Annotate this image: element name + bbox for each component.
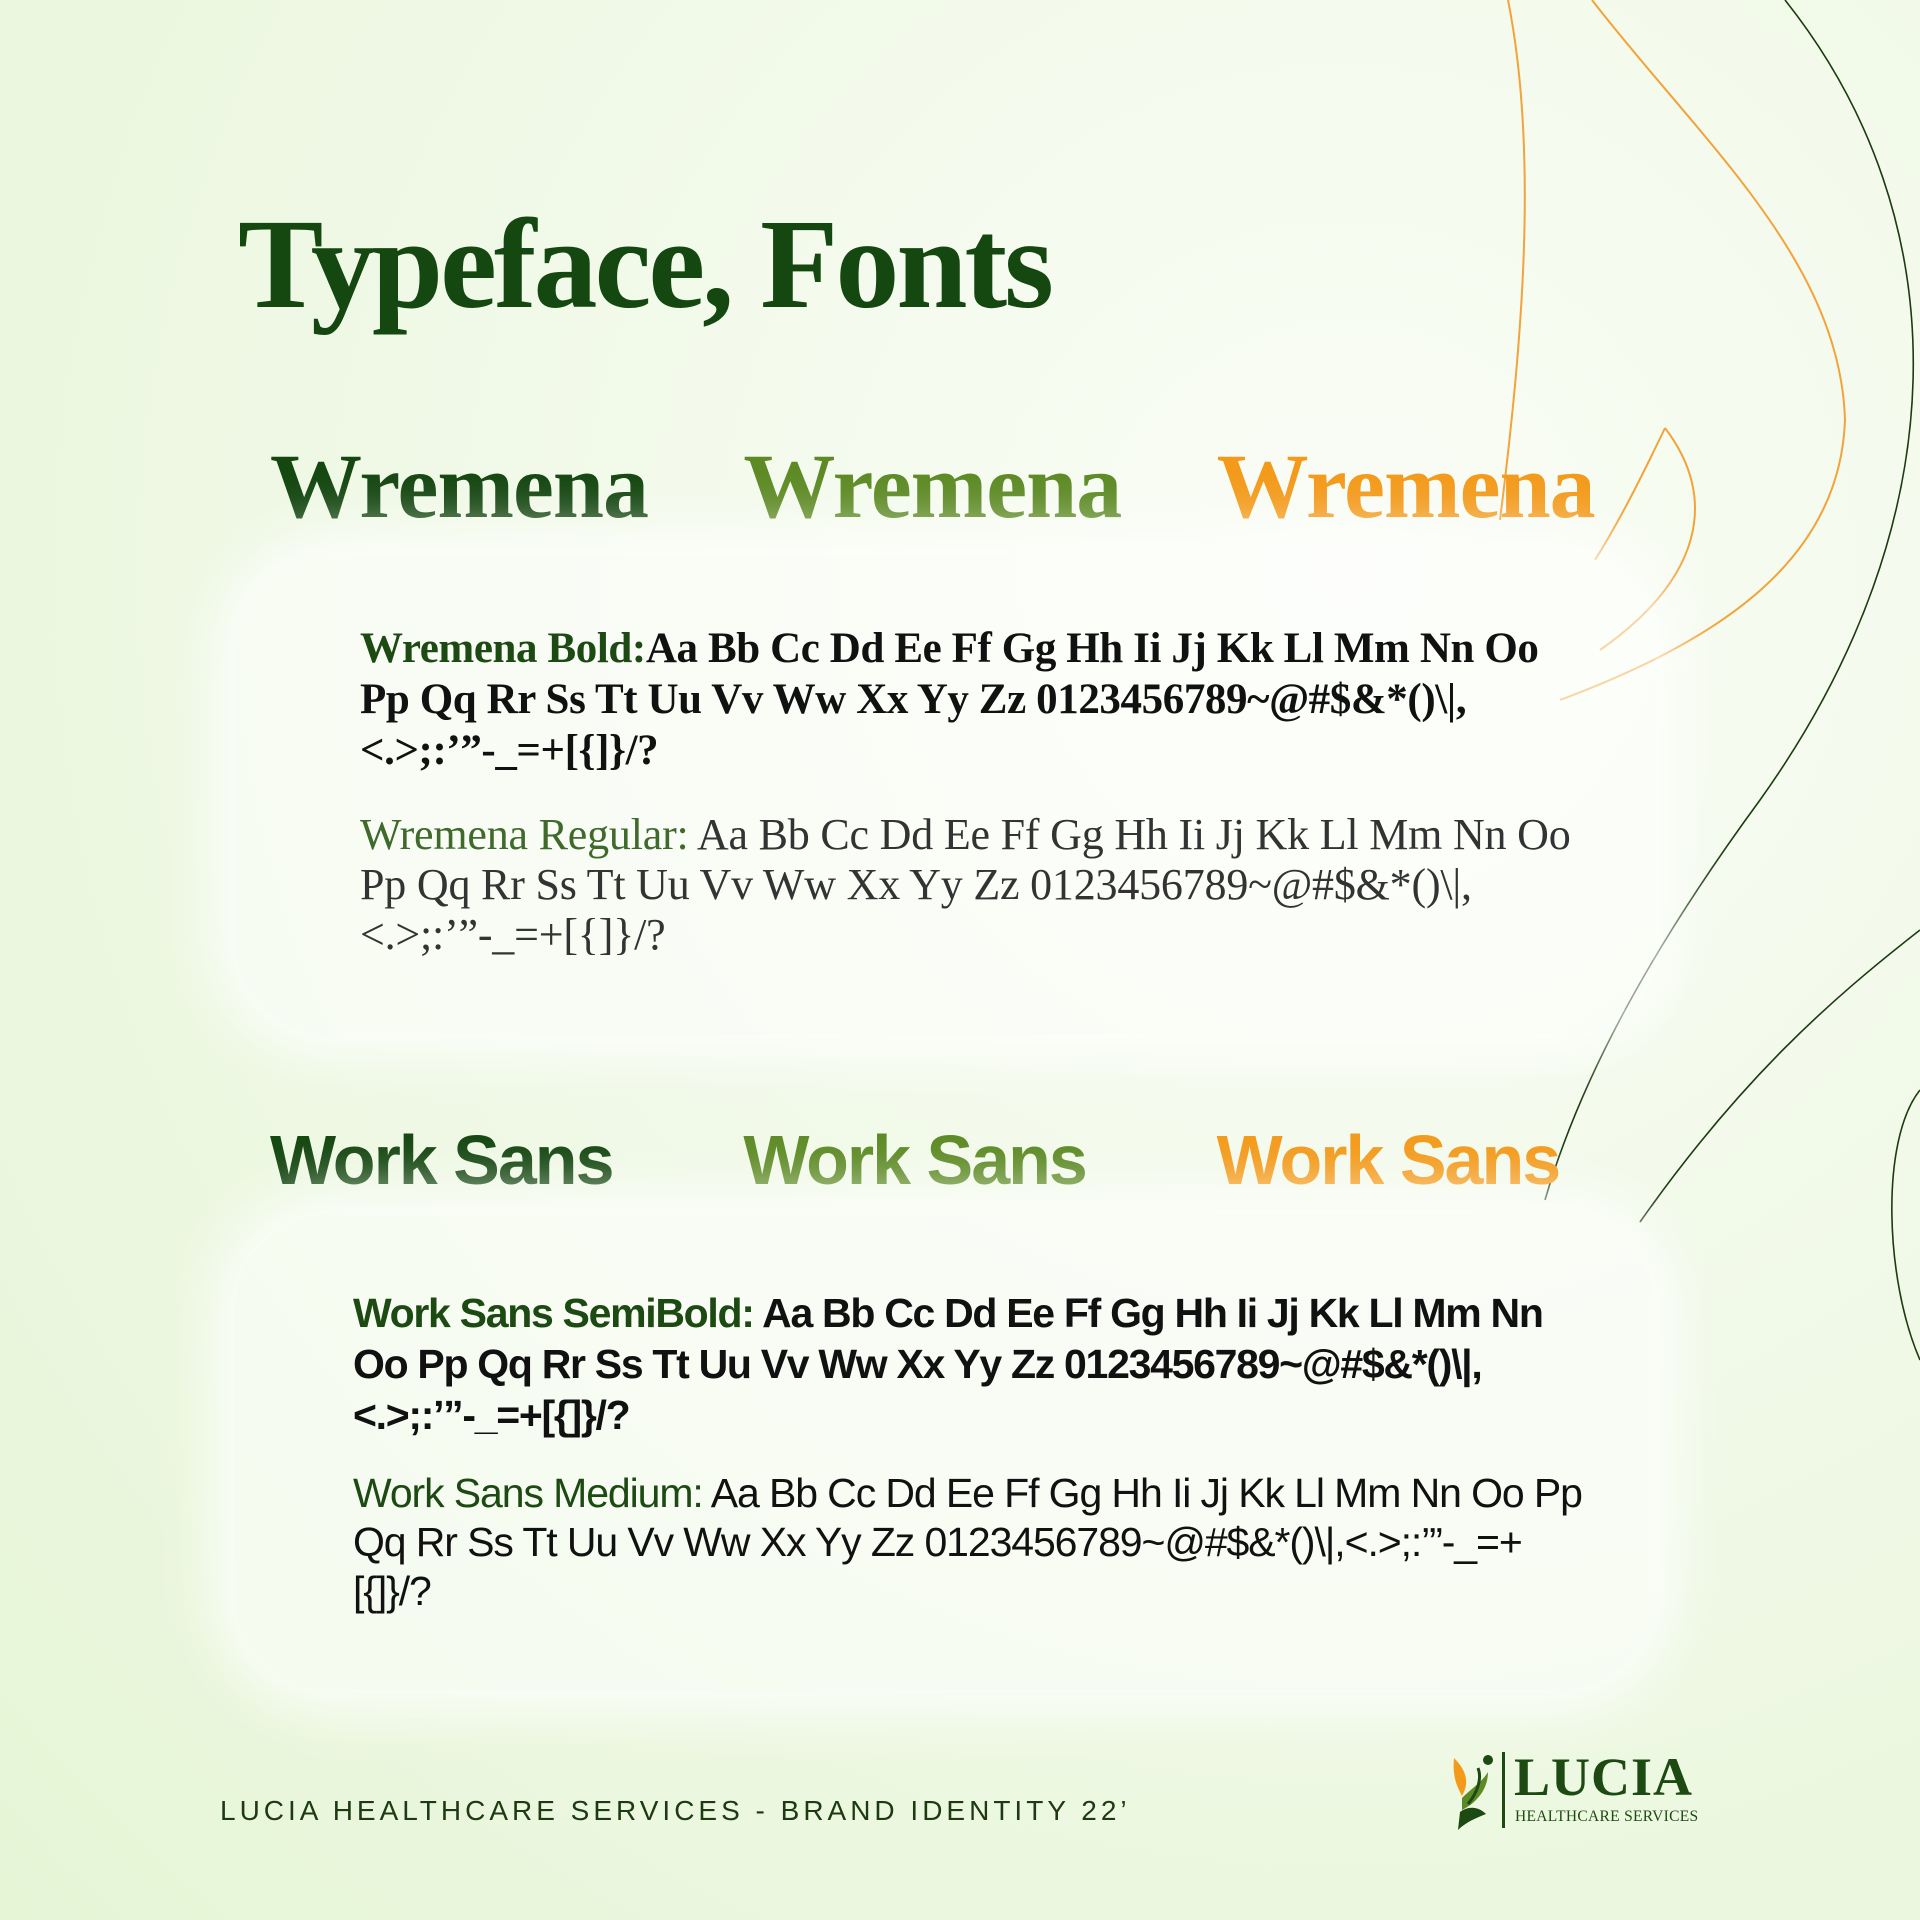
wremena-regular-label: Wremena Regular: bbox=[360, 810, 697, 859]
logo-divider bbox=[1502, 1752, 1505, 1828]
wremena-regular-chars: Aa Bb Cc Dd Ee Ff Gg Hh Ii Jj Kk Ll Mm Nn Oo Pp Qq Rr Ss Tt Uu Vv Ww Xx Yy Zz 0123456789~@#$&*()\|,<.>;:’”-_=+[{]}/? bbox=[360, 810, 1571, 959]
footer-brand-identity: LUCIA HEALTHCARE SERVICES - BRAND IDENTITY 22’ bbox=[220, 1795, 1131, 1826]
wremena-dark-green-specimen: Wremena bbox=[270, 435, 648, 537]
wremena-color-specimens bbox=[270, 435, 1690, 537]
worksans-medium-chars: Aa Bb Cc Dd Ee Ff Gg Hh Ii Jj Kk Ll Mm Nn Oo Pp Qq Rr Ss Tt Uu Vv Ww Xx Yy Zz 0123456789~@#$&*()\|,<.>;:’”-_=+[{]}/? bbox=[353, 1470, 1582, 1614]
worksans-medium-label: Work Sans Medium: bbox=[353, 1470, 711, 1516]
logo-wordmark: LUCIA bbox=[1514, 1747, 1694, 1807]
page-title: Typeface, Fonts bbox=[238, 193, 1051, 335]
wremena-glyph-panel bbox=[235, 555, 1655, 1035]
worksans-dark-green-specimen: Work Sans bbox=[270, 1121, 613, 1199]
worksans-color-specimens bbox=[270, 1121, 1690, 1199]
worksans-semibold-label: Work Sans SemiBold: bbox=[353, 1290, 763, 1336]
worksans-semibold-sample bbox=[353, 1288, 1583, 1441]
wremena-bold-chars: Aa Bb Cc Dd Ee Ff Gg Hh Ii Jj Kk Ll Mm Nn Oo Pp Qq Rr Ss Tt Uu Vv Ww Xx Yy Zz 0123456789~@#$&*()\|,<.>;:’”-_=+[{]}/? bbox=[360, 625, 1539, 774]
worksans-glyph-panel bbox=[235, 1215, 1655, 1690]
wremena-mid-green-specimen: Wremena bbox=[743, 435, 1122, 537]
dark-leaf-line bbox=[1892, 1090, 1920, 1360]
worksans-medium-sample bbox=[353, 1469, 1583, 1616]
leaf-figure-icon bbox=[1448, 1748, 1498, 1832]
worksans-semibold-chars: Aa Bb Cc Dd Ee Ff Gg Hh Ii Jj Kk Ll Mm Nn Oo Pp Qq Rr Ss Tt Uu Vv Ww Xx Yy Zz 0123456789~@#$&*()\|,<.>;:’”-_=+[{]}/? bbox=[353, 1290, 1543, 1438]
wremena-orange-specimen: Wremena bbox=[1216, 435, 1595, 537]
worksans-mid-green-specimen: Work Sans bbox=[743, 1121, 1086, 1199]
worksans-orange-specimen: Work Sans bbox=[1216, 1121, 1560, 1199]
wremena-bold-label: Wremena Bold: bbox=[360, 625, 646, 672]
lucia-logo bbox=[1448, 1748, 1708, 1832]
wremena-bold-sample bbox=[360, 623, 1590, 776]
logo-tagline: HEALTHCARE SERVICES bbox=[1515, 1808, 1699, 1825]
wremena-regular-sample bbox=[360, 810, 1590, 960]
